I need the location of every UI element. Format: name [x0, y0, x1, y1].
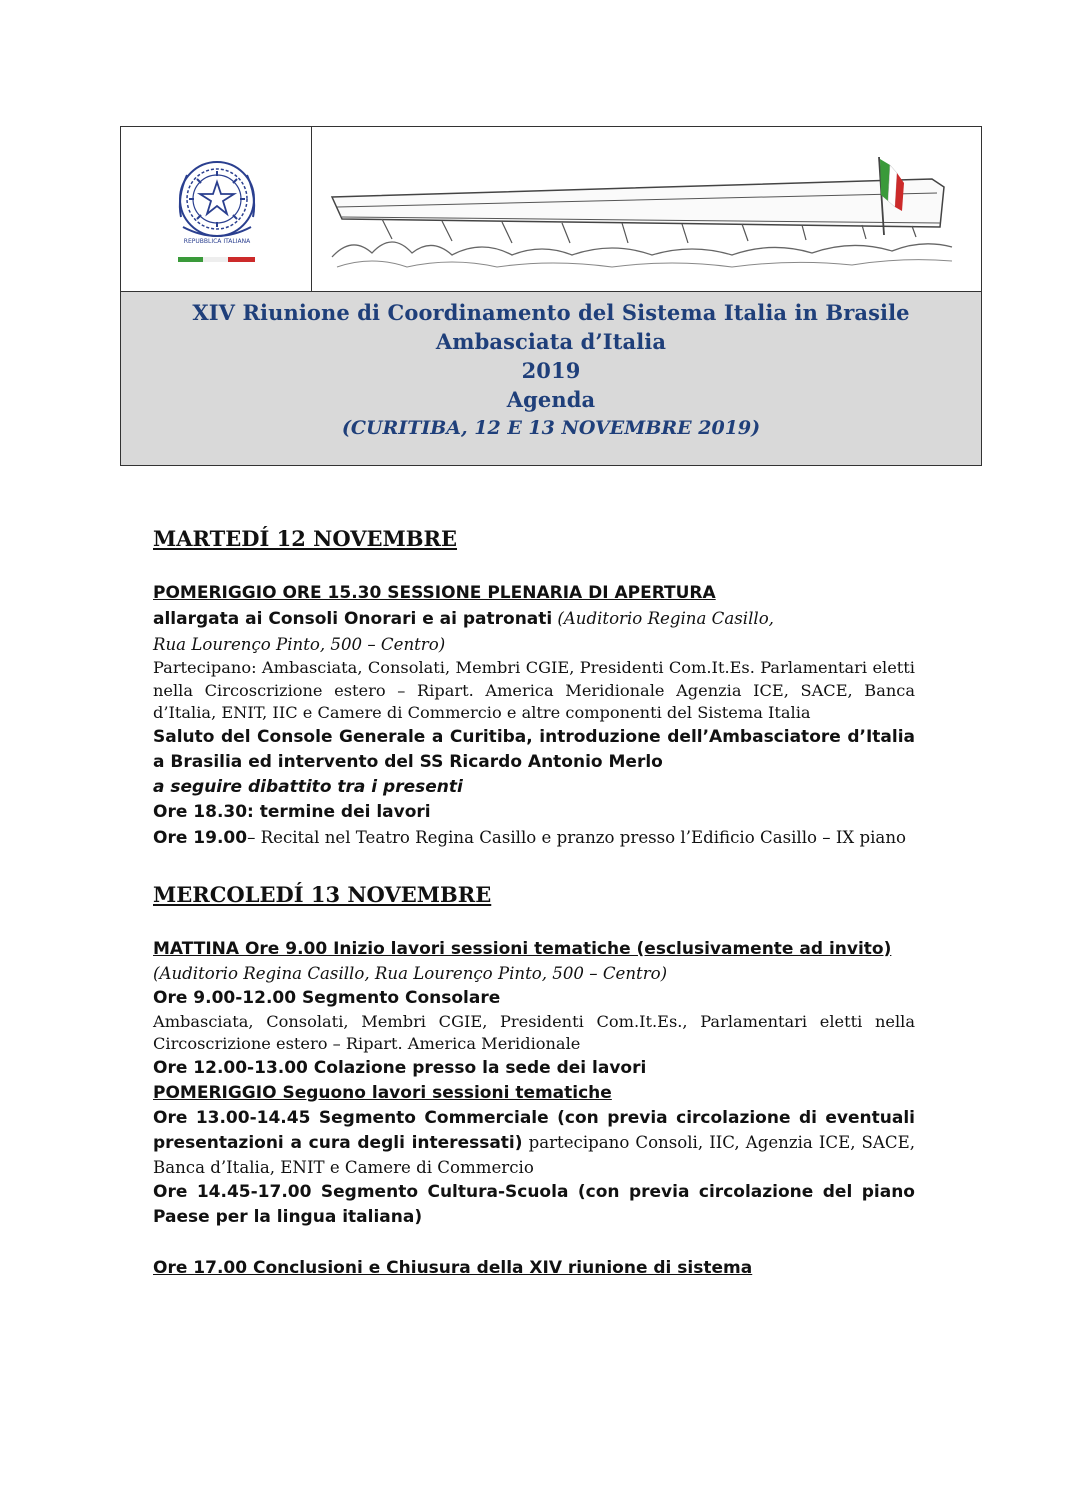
day2-morning-title: MATTINA Ore 9.00 Inizio lavori sessioni tematiche (esclusivamente ad invito) [153, 938, 892, 959]
day2-consular-text: Ambasciata, Consolati, Membri CGIE, Presidenti Com.It.Es., Parlamentari eletti nella Circoscrizione estero – Ripart. America Meridionale [153, 1011, 915, 1053]
embassy-building-sketch-icon [312, 127, 981, 290]
title-line-4: Agenda [506, 387, 596, 412]
day2-venue: (Auditorio Regina Casillo, Rua Lourenço Pinto, 500 – Centro) [153, 963, 668, 983]
day1-participants: Partecipano: Ambasciata, Consolati, Membri CGIE, Presidenti Com.It.Es. Parlamentari eletti nella Circoscrizione estero – Ripart. America Meridionale Agenzia ICE, SACE, Banca d’Italia, ENIT, IIC e Camere di Commercio e altre componenti del Sistema Italia [153, 658, 915, 722]
day2-lunch: Ore 12.00-13.00 Colazione presso la sede dei lavori [153, 1057, 647, 1078]
day2-closing: Ore 17.00 Conclusioni e Chiusura della XIV riunione di sistema [153, 1257, 753, 1278]
title-line-2: Ambasciata d’Italia [435, 329, 667, 354]
day1-session-title: POMERIGGIO ORE 15.30 SESSIONE PLENARIA DI APERTURA [153, 583, 716, 603]
day1-evening-text: – Recital nel Teatro Regina Casillo e pranzo presso l’Edificio Casillo – IX piano [247, 827, 906, 847]
title-subtitle: (CURITIBA, 12 E 13 NOVEMBRE 2019) [341, 417, 761, 439]
title-line-1: XIV Riunione di Coordinamento del Sistema Italia in Brasile [192, 300, 910, 325]
day2-afternoon-title: POMERIGGIO Seguono lavori sessioni tematiche [153, 1082, 612, 1103]
day1-evening [153, 825, 915, 851]
header-images-row [121, 127, 981, 292]
italian-republic-emblem-icon [121, 127, 312, 290]
day1-session-intro [153, 606, 915, 657]
day2-heading: MERCOLEDÍ 13 NOVEMBRE [153, 881, 492, 907]
day2-culture: Ore 14.45-17.00 Segmento Cultura-Scuola (con previa circolazione del piano Paese per la lingua italiana) [153, 1181, 915, 1227]
agenda-content [153, 525, 915, 1281]
header-box [120, 126, 982, 466]
day1-enlarged: allargata ai Consoli Onorari e ai patronati [153, 609, 553, 629]
day1-greeting: Saluto del Console Generale a Curitiba, introduzione dell’Ambasciatore d’Italia a Brasilia ed intervento del SS Ricardo Antonio Merlo [153, 726, 915, 772]
day1-end: Ore 18.30: termine dei lavori [153, 801, 431, 822]
title-band [121, 292, 981, 465]
day1-debate: a seguire dibattito tra i presenti [153, 776, 463, 797]
drawing-cell [312, 127, 981, 291]
day1-venue-1: (Auditorio Regina Casillo, [557, 609, 774, 628]
day2-consular-title: Ore 9.00-12.00 Segmento Consolare [153, 987, 501, 1008]
day2-commercial-bold: Ore 13.00-14.45 Segmento Commerciale (con previa circolazione di eventuali presentazioni a cura degli interessati) [153, 1107, 915, 1153]
emblem-text: REPUBBLICA ITALIANA [183, 238, 251, 245]
day1-venue-2: Rua Lourenço Pinto, 500 – Centro) [153, 635, 446, 654]
title-line-3: 2019 [521, 358, 581, 383]
day2-commercial-text: partecipano Consoli, IIC, Agenzia ICE, SACE, Banca d’Italia, ENIT e Camere di Commercio [153, 1132, 915, 1177]
day2-commercial [153, 1106, 915, 1180]
day1-evening-time: Ore 19.00 [153, 827, 248, 848]
emblem-cell [121, 127, 312, 291]
day1-heading: MARTEDÍ 12 NOVEMBRE [153, 526, 458, 551]
